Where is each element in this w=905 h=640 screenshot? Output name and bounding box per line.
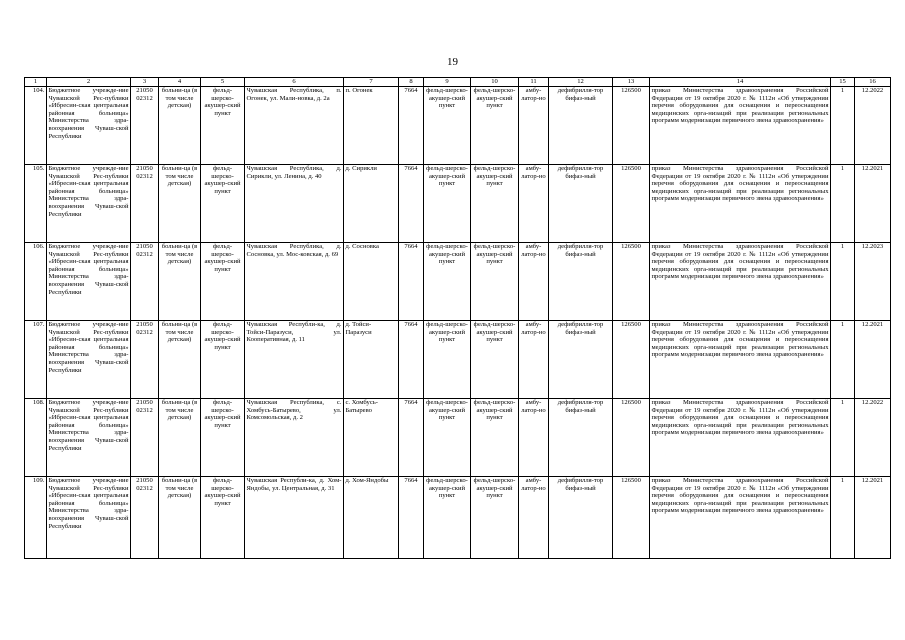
order-cell: приказ Министерства здравоохранения Российской Федерации от 19 октября 2020 г. № 1112н «Об утверждении перечня оборудования для оснащения и переоснащения медицинских орга-низаций при реализации региональных программ модернизации первичного звена здравоохранения»: [650, 477, 831, 559]
facility-type-cell: больни-ца (в том числе детская): [159, 477, 201, 559]
organization-cell: Бюджетное учрежде-ние Чувашской Рес-публики «Ибресин-ская центральная районная больница» Министерства здра-воохранения Чуваш-ской Республики: [47, 87, 131, 165]
column-11-cell: амбу-латор-но: [519, 477, 549, 559]
unit-cell: фельд-шерско-акушер-ский пункт: [201, 243, 245, 321]
order-cell: приказ Министерства здравоохранения Российской Федерации от 19 октября 2020 г. № 1112н «Об утверждении перечня оборудования для оснащения и переоснащения медицинских орга-низаций при реализации региональных программ модернизации первичного звена здравоохранения»: [650, 321, 831, 399]
row-number: 108.: [25, 399, 47, 477]
table-row: [25, 399, 891, 477]
quantity-cell: 1: [831, 399, 855, 477]
settlement-cell: д. Сирикли: [344, 165, 399, 243]
facility-type-cell: больни-ца (в том числе детская): [159, 165, 201, 243]
column-number-10: 10: [471, 78, 519, 87]
organization-cell: Бюджетное учрежде-ние Чувашской Рес-публики «Ибресин-ская центральная районная больница» Министерства здра-воохранения Чуваш-ской Республики: [47, 321, 131, 399]
page-number: 19: [447, 56, 458, 68]
organization-cell: Бюджетное учрежде-ние Чувашской Рес-публики «Ибресин-ская центральная районная больница» Министерства здра-воохранения Чуваш-ской Республики: [47, 243, 131, 321]
address-cell: Чувашская Республика, д. Сосновка, ул. Мос-ковская, д. 69: [245, 243, 344, 321]
column-11-cell: амбу-латор-но: [519, 165, 549, 243]
facility-type-cell: больни-ца (в том числе детская): [159, 399, 201, 477]
column-9-cell: фельд-шерско-акушер-ский пункт: [424, 87, 471, 165]
column-8-cell: 7664: [399, 165, 424, 243]
price-cell: 126500: [613, 243, 650, 321]
row-number: 107.: [25, 321, 47, 399]
organization-cell: Бюджетное учрежде-ние Чувашской Рес-публики «Ибресин-ская центральная районная больница» Министерства здра-воохранения Чуваш-ской Республики: [47, 477, 131, 559]
column-number-7: 7: [344, 78, 399, 87]
equipment-table: [24, 77, 891, 559]
column-10-cell: фельд-шерско-акушер-ский пункт: [471, 477, 519, 559]
date-cell: 12.2022: [855, 87, 891, 165]
unit-cell: фельд-шерско-акушер-ский пункт: [201, 477, 245, 559]
column-8-cell: 7664: [399, 399, 424, 477]
order-cell: приказ Министерства здравоохранения Российской Федерации от 19 октября 2020 г. № 1112н «Об утверждении перечня оборудования для оснащения и переоснащения медицинских орга-низаций при реализации региональных программ модернизации первичного звена здравоохранения»: [650, 243, 831, 321]
quantity-cell: 1: [831, 243, 855, 321]
column-number-16: 16: [855, 78, 891, 87]
address-cell: Чувашская Республика, с. Хомбусь-Батырево, ул. Комсомольская, д. 2: [245, 399, 344, 477]
column-number-3: 3: [131, 78, 159, 87]
column-11-cell: амбу-латор-но: [519, 243, 549, 321]
row-number: 106.: [25, 243, 47, 321]
date-cell: 12.2022: [855, 399, 891, 477]
date-cell: 12.2021: [855, 477, 891, 559]
column-number-15: 15: [831, 78, 855, 87]
unit-cell: фельд-шерско-акушер-ский пункт: [201, 165, 245, 243]
column-11-cell: амбу-латор-но: [519, 321, 549, 399]
table-row: [25, 165, 891, 243]
column-number-8: 8: [399, 78, 424, 87]
quantity-cell: 1: [831, 87, 855, 165]
column-number-14: 14: [650, 78, 831, 87]
equipment-cell: дефибрилля-тор бифаз-ный: [549, 165, 613, 243]
column-10-cell: фельд-шерско-акушер-ский пункт: [471, 399, 519, 477]
settlement-cell: д. Тойси-Паразуси: [344, 321, 399, 399]
column-8-cell: 7664: [399, 87, 424, 165]
order-cell: приказ Министерства здравоохранения Российской Федерации от 19 октября 2020 г. № 1112н «Об утверждении перечня оборудования для оснащения и переоснащения медицинских орга-низаций при реализации региональных программ модернизации первичного звена здравоохранения»: [650, 399, 831, 477]
table-row: [25, 243, 891, 321]
price-cell: 126500: [613, 165, 650, 243]
column-10-cell: фельд-шерско-акушер-ский пункт: [471, 321, 519, 399]
column-10-cell: фельд-шерско-акушер-ский пункт: [471, 165, 519, 243]
code-cell: 21050 02312: [131, 477, 159, 559]
price-cell: 126500: [613, 399, 650, 477]
settlement-cell: с. Хомбусь-Батырево: [344, 399, 399, 477]
price-cell: 126500: [613, 477, 650, 559]
column-11-cell: амбу-латор-но: [519, 399, 549, 477]
code-cell: 21050 02312: [131, 87, 159, 165]
price-cell: 126500: [613, 87, 650, 165]
unit-cell: фельд-шерско-акушер-ский пункт: [201, 87, 245, 165]
settlement-cell: п. Огонек: [344, 87, 399, 165]
column-number-4: 4: [159, 78, 201, 87]
table-row: [25, 477, 891, 559]
quantity-cell: 1: [831, 165, 855, 243]
column-9-cell: фельд-шерско-акушер-ский пункт: [424, 321, 471, 399]
column-8-cell: 7664: [399, 243, 424, 321]
date-cell: 12.2023: [855, 243, 891, 321]
facility-type-cell: больни-ца (в том числе детская): [159, 321, 201, 399]
column-9-cell: фельд-шерско-акушер-ский пункт: [424, 243, 471, 321]
date-cell: 12.2021: [855, 165, 891, 243]
organization-cell: Бюджетное учрежде-ние Чувашской Рес-публики «Ибресин-ская центральная районная больница» Министерства здра-воохранения Чуваш-ской Республики: [47, 165, 131, 243]
column-number-9: 9: [424, 78, 471, 87]
equipment-cell: дефибрилля-тор бифаз-ный: [549, 243, 613, 321]
column-number-1: 1: [25, 78, 47, 87]
column-number-5: 5: [201, 78, 245, 87]
quantity-cell: 1: [831, 477, 855, 559]
facility-type-cell: больни-ца (в том числе детская): [159, 243, 201, 321]
unit-cell: фельд-шерско-акушер-ский пункт: [201, 321, 245, 399]
unit-cell: фельд-шерско-акушер-ский пункт: [201, 399, 245, 477]
code-cell: 21050 02312: [131, 243, 159, 321]
settlement-cell: д. Хом-Яндобы: [344, 477, 399, 559]
code-cell: 21050 02312: [131, 321, 159, 399]
code-cell: 21050 02312: [131, 399, 159, 477]
column-number-2: 2: [47, 78, 131, 87]
column-number-12: 12: [549, 78, 613, 87]
column-number-11: 11: [519, 78, 549, 87]
table-row: [25, 87, 891, 165]
row-number: 105.: [25, 165, 47, 243]
equipment-cell: дефибрилля-тор бифаз-ный: [549, 399, 613, 477]
column-8-cell: 7664: [399, 321, 424, 399]
column-11-cell: амбу-латор-но: [519, 87, 549, 165]
column-8-cell: 7664: [399, 477, 424, 559]
equipment-cell: дефибрилля-тор бифаз-ный: [549, 321, 613, 399]
order-cell: приказ Министерства здравоохранения Российской Федерации от 19 октября 2020 г. № 1112н «Об утверждении перечня оборудования для оснащения и переоснащения медицинских орга-низаций при реализации региональных программ модернизации первичного звена здравоохранения»: [650, 165, 831, 243]
column-9-cell: фельд-шерско-акушер-ский пункт: [424, 477, 471, 559]
order-cell: приказ Министерства здравоохранения Российской Федерации от 19 октября 2020 г. № 1112н «Об утверждении перечня оборудования для оснащения и переоснащения медицинских орга-низаций при реализации региональных программ модернизации первичного звена здравоохранения»: [650, 87, 831, 165]
settlement-cell: д. Сосновка: [344, 243, 399, 321]
column-9-cell: фельд-шерско-акушер-ский пункт: [424, 165, 471, 243]
address-cell: Чувашская Республика, д. Сирикли, ул. Ленина, д. 40: [245, 165, 344, 243]
address-cell: Чувашская Республика, п. Огонек, ул. Мали-новка, д. 2а: [245, 87, 344, 165]
quantity-cell: 1: [831, 321, 855, 399]
date-cell: 12.2021: [855, 321, 891, 399]
equipment-cell: дефибрилля-тор бифаз-ный: [549, 477, 613, 559]
address-cell: Чувашская Республи-ка, д. Тойси-Паразуси, ул. Кооперативная, д. 11: [245, 321, 344, 399]
table-row: [25, 321, 891, 399]
address-cell: Чувашская Республи-ка, д. Хом-Яндобы, ул. Центральная, д. 31: [245, 477, 344, 559]
column-number-13: 13: [613, 78, 650, 87]
column-number-6: 6: [245, 78, 344, 87]
column-10-cell: фельд-шерско-акушер-ский пункт: [471, 87, 519, 165]
organization-cell: Бюджетное учрежде-ние Чувашской Рес-публики «Ибресин-ская центральная районная больница» Министерства здра-воохранения Чуваш-ской Республики: [47, 399, 131, 477]
column-9-cell: фельд-шерско-акушер-ский пункт: [424, 399, 471, 477]
equipment-cell: дефибрилля-тор бифаз-ный: [549, 87, 613, 165]
row-number: 104.: [25, 87, 47, 165]
code-cell: 21050 02312: [131, 165, 159, 243]
row-number: 109.: [25, 477, 47, 559]
column-number-row: [25, 78, 891, 87]
column-10-cell: фельд-шерско-акушер-ский пункт: [471, 243, 519, 321]
price-cell: 126500: [613, 321, 650, 399]
facility-type-cell: больни-ца (в том числе детская): [159, 87, 201, 165]
